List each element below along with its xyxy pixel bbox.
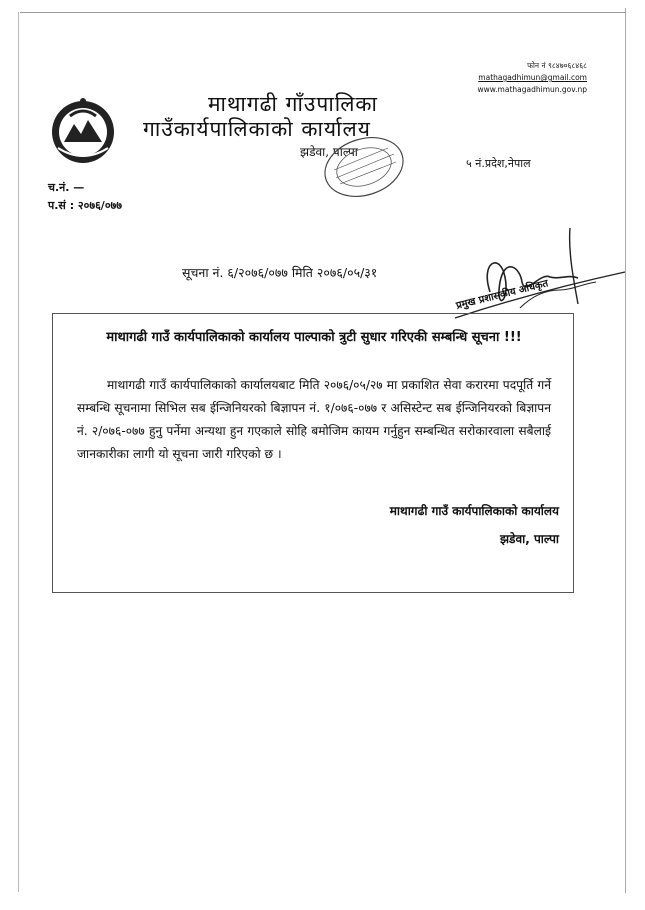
contact-block bbox=[477, 60, 587, 96]
province-label: ५ नं.प्रदेश,नेपाल bbox=[466, 157, 531, 170]
issuing-place: झडेवा, पाल्पा bbox=[499, 532, 559, 546]
notice-number-date: सूचना नं. ६/२०७६/०७७ मिति २०७६/०५/३१ bbox=[182, 265, 378, 280]
notice-body-text: माथागढी गाउँ कार्यपालिकाको कार्यालयबाट मिति २०७६/०५/२७ मा प्रकाशित सेवा करारमा पदपूर्ति गर्ने सम्बन्धि सूचनामा सिभिल सब ईन्जिनियरको बिज्ञापन नं. १/०७६-०७७ र असिस्टेन्ट सब ईन्जिनियरको बिज्ञापन नं. २/०७६-०७७ हुनु पर्नेमा अन्यथा हुन गएकाले सोहि बमोजिम कायम गर्नुहुन सम्बन्धित सरोकारवाला सबैलाई जानकारीका लागी यो सूचना जारी गरिएको छ । bbox=[77, 378, 551, 461]
left-edge-line bbox=[18, 12, 19, 892]
dispatch-number: च.नं. — bbox=[48, 181, 85, 194]
email-link[interactable]: mathagadhimun@gmail.com bbox=[478, 73, 587, 82]
notice-body bbox=[77, 374, 551, 466]
right-edge-line bbox=[625, 8, 626, 893]
municipality-name: माथागढी गाँउपालिका bbox=[208, 92, 378, 116]
issuing-office: माथागढी गाउँ कार्यपालिकाको कार्यालय bbox=[389, 504, 559, 518]
notice-title: माथागढी गाउँ कार्यपालिकाको कार्यालय पाल्पाको त्रुटी सुधार गरिएकी सम्बन्धि सूचना !!! bbox=[106, 330, 522, 345]
nepal-emblem-icon bbox=[48, 96, 118, 166]
office-name: गाउँकार्यपालिकाको कार्यालय bbox=[143, 117, 371, 141]
signatory-title: प्रमुख प्रशासकीय अधिकृत bbox=[455, 278, 550, 312]
website-link[interactable]: www.mathagadhimun.gov.np bbox=[477, 85, 587, 94]
office-stamp bbox=[316, 132, 412, 202]
top-edge-line bbox=[20, 12, 625, 13]
phone-number: फोन नं ९८४७०६८४६८ bbox=[527, 61, 587, 70]
notice-box bbox=[52, 313, 574, 593]
letter-number: प.सं : २०७६/०७७ bbox=[48, 199, 122, 212]
office-location: झडेवा, पाल्पा bbox=[300, 145, 358, 159]
